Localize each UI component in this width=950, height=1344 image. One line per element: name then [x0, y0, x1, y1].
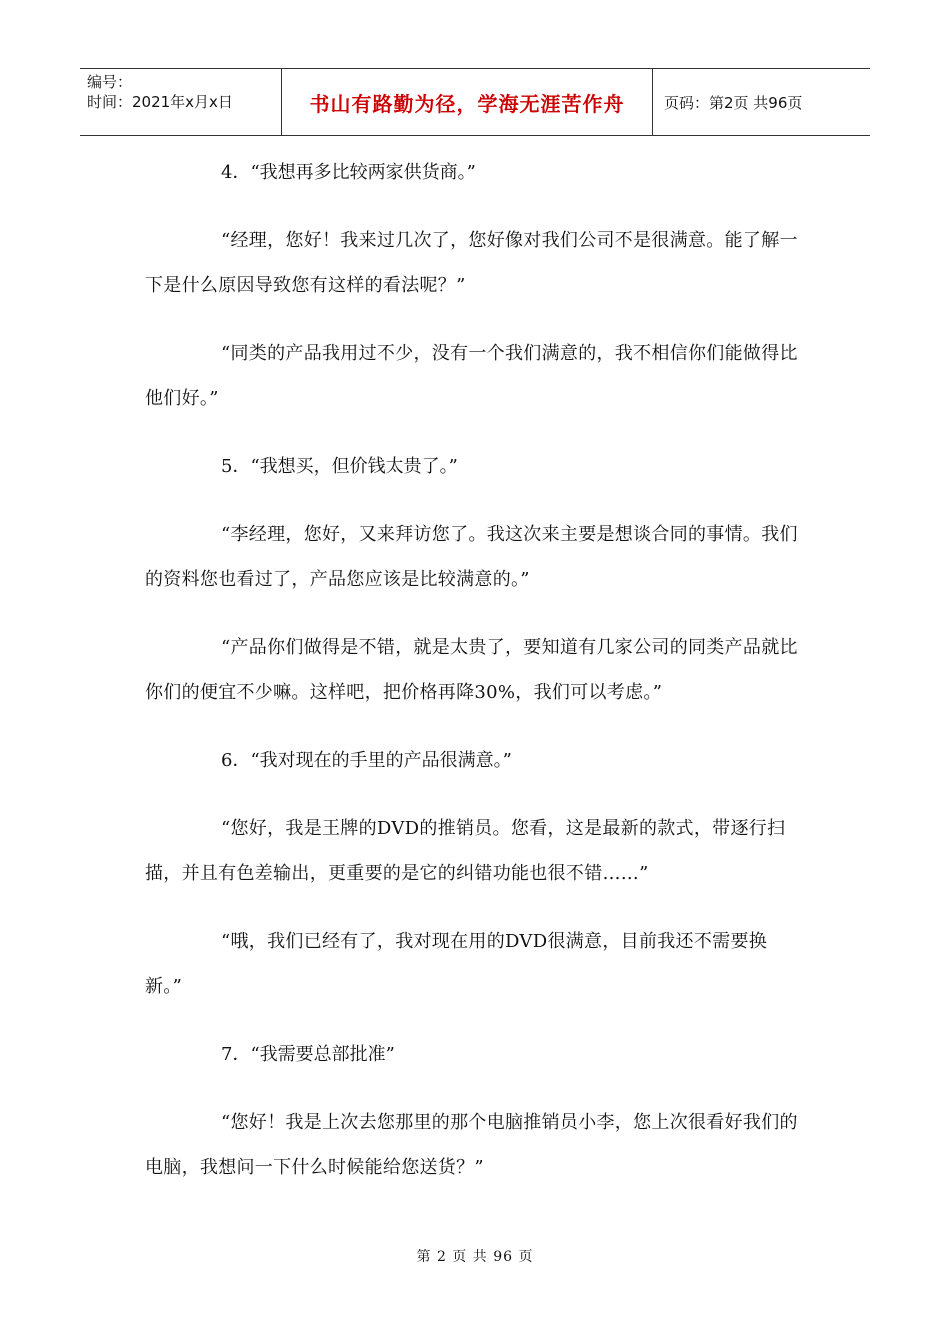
header-motto-cell: [281, 69, 653, 135]
page-footer: 第 2 页 共 96 页: [416, 1249, 534, 1265]
document-time-label: 时间：2021年x月x日: [87, 93, 233, 111]
page-header: [80, 68, 870, 136]
section-heading-4: 4．“我想再多比较两家供货商。”: [221, 162, 476, 183]
dialogue-paragraph: “您好！我是上次去您那里的那个电脑推销员小李，您上次很看好我们的电脑，我想问一下什么时候能给您送货？”: [145, 1112, 798, 1178]
document-number-label: 编号：: [87, 73, 133, 91]
section-heading-7: 7．“我需要总部批准”: [221, 1044, 395, 1065]
dialogue-paragraph: “哦，我们已经有了，我对现在用的DVD很满意，目前我还不需要换新。”: [145, 931, 768, 997]
dialogue-paragraph: “经理，您好！我来过几次了，您好像对我们公司不是很满意。能了解一下是什么原因导致您有这样的看法呢？”: [145, 230, 798, 296]
motto-text: 书山有路勤为径，学海无涯苦作舟: [309, 91, 625, 116]
document-body: [145, 150, 800, 1213]
dialogue-paragraph: “产品你们做得是不错，就是太贵了，要知道有几家公司的同类产品就比你们的便宜不少嘛。这样吧，把价格再降30%，我们可以考虑。”: [145, 637, 798, 703]
page-info-text: 页码：第2页 共96页: [664, 93, 803, 112]
section-heading-6: 6．“我对现在的手里的产品很满意。”: [221, 750, 512, 771]
dialogue-paragraph: “李经理，您好，又来拜访您了。我这次来主要是想谈合同的事情。我们的资料您也看过了，产品您应该是比较满意的。”: [145, 524, 798, 590]
dialogue-paragraph: “同类的产品我用过不少，没有一个我们满意的，我不相信你们能做得比他们好。”: [145, 343, 798, 409]
header-page-info-cell: [653, 69, 870, 135]
dialogue-paragraph: “您好，我是王牌的DVD的推销员。您看，这是最新的款式，带逐行扫描，并且有色差输出，更重要的是它的纠错功能也很不错……”: [145, 818, 786, 884]
section-heading-5: 5．“我想买，但价钱太贵了。”: [221, 456, 458, 477]
header-meta: [80, 69, 281, 135]
